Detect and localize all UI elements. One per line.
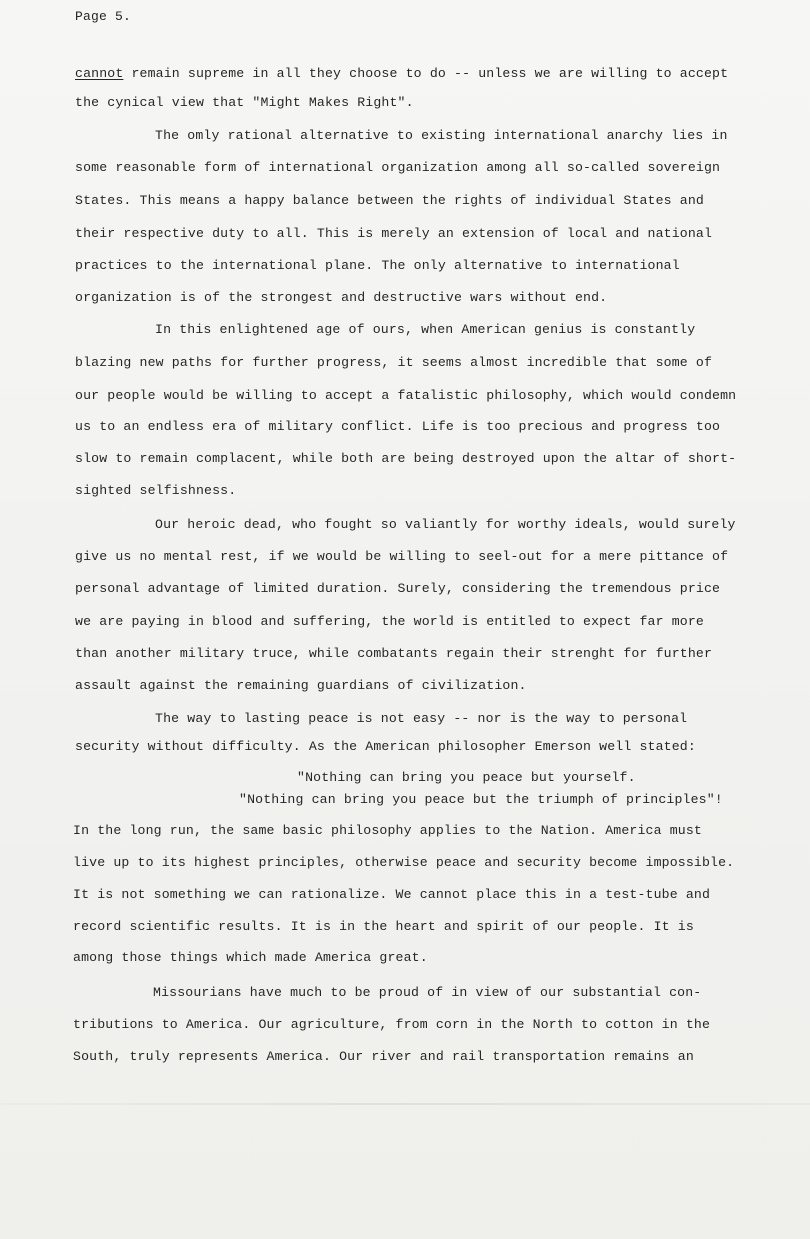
- text-line: our people would be willing to accept a fatalistic philosophy, which would condemn: [75, 388, 737, 403]
- text-line: personal advantage of limited duration. Surely, considering the tremendous price: [75, 581, 721, 596]
- text-line: The omly rational alternative to existing international anarchy lies in: [155, 128, 728, 143]
- text-line: South, truly represents America. Our river and rail transportation remains an: [73, 1049, 694, 1064]
- text-line: In this enlightened age of ours, when American genius is constantly: [155, 322, 696, 337]
- underlined-word: cannot: [75, 66, 124, 81]
- text-line: than another military truce, while combatants regain their strenght for further: [75, 646, 713, 661]
- text-line: [75, 66, 729, 82]
- text-line: States. This means a happy balance between the rights of individual States and: [75, 193, 704, 208]
- paper-fold-crease: [0, 1103, 810, 1105]
- text-line: we are paying in blood and suffering, the world is entitled to expect far more: [75, 614, 704, 629]
- text-line: among those things which made America great.: [73, 950, 428, 965]
- text-line: blazing new paths for further progress, it seems almost incredible that some of: [75, 355, 713, 370]
- text-line: security without difficulty. As the American philosopher Emerson well stated:: [75, 739, 696, 754]
- text-line: sighted selfishness.: [75, 483, 237, 498]
- text-line: Our heroic dead, who fought so valiantly for worthy ideals, would surely: [155, 517, 736, 532]
- text-line: some reasonable form of international organization among all so-called sovereign: [75, 160, 721, 175]
- text-line: their respective duty to all. This is merely an extension of local and national: [75, 226, 713, 241]
- text-line: the cynical view that "Might Makes Right".: [75, 95, 414, 110]
- text-line-rest: remain supreme in all they choose to do -- unless we are willing to accept: [123, 66, 729, 81]
- quote-line: "Nothing can bring you peace but the triumph of principles"!: [239, 792, 723, 807]
- text-line: It is not something we can rationalize. We cannot place this in a test-tube and: [73, 887, 711, 902]
- text-line: tributions to America. Our agriculture, from corn in the North to cotton in the: [73, 1017, 711, 1032]
- quote-line: "Nothing can bring you peace but yourself.: [297, 770, 636, 785]
- text-line: practices to the international plane. The only alternative to international: [75, 258, 680, 273]
- page-number-header: Page 5.: [75, 9, 132, 24]
- text-line: The way to lasting peace is not easy -- nor is the way to personal: [155, 711, 688, 726]
- text-line: slow to remain complacent, while both are being destroyed upon the altar of short-: [75, 451, 737, 466]
- text-line: give us no mental rest, if we would be willing to seel-out for a mere pittance of: [75, 549, 729, 564]
- text-line: record scientific results. It is in the heart and spirit of our people. It is: [73, 919, 694, 934]
- text-line: Missourians have much to be proud of in view of our substantial con-: [153, 985, 702, 1000]
- text-line: assault against the remaining guardians of civilization.: [75, 678, 527, 693]
- text-line: organization is of the strongest and destructive wars without end.: [75, 290, 608, 305]
- text-line: us to an endless era of military conflict. Life is too precious and progress too: [75, 419, 721, 434]
- text-line: In the long run, the same basic philosophy applies to the Nation. America must: [73, 823, 702, 838]
- text-line: live up to its highest principles, otherwise peace and security become impossible.: [73, 855, 735, 870]
